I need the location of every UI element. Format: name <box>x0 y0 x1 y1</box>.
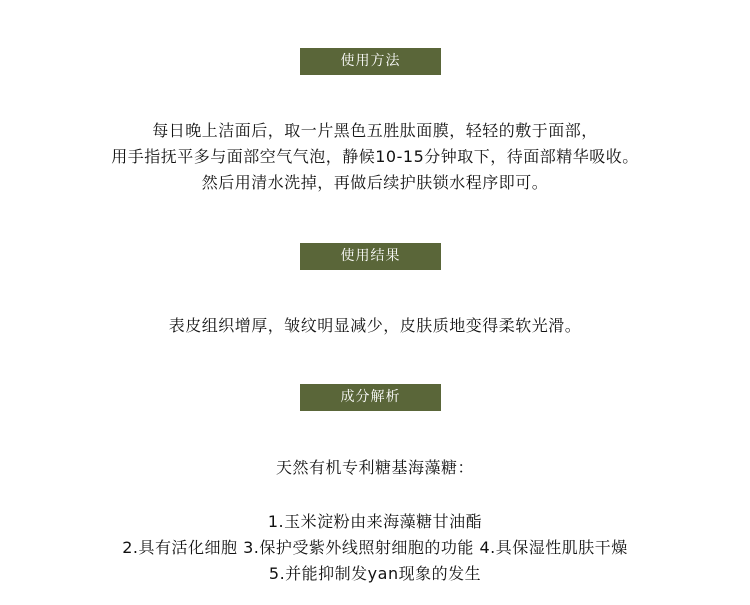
section-title-usage-method: 使用方法 <box>300 48 441 75</box>
usage-method-text <box>0 118 750 196</box>
ingredient-item-5: 5.并能抑制发yan现象的发生 <box>268 564 482 583</box>
ingredient-item-1: 1.玉米淀粉由来海藻糖甘油酯 <box>267 512 483 531</box>
usage-result-line-1: 表皮组织增厚，皱纹明显减少，皮肤质地变得柔软光滑。 <box>168 316 582 335</box>
usage-result-text <box>0 313 750 339</box>
ingredient-items-2-4: 2.具有活化细胞 3.保护受紫外线照射细胞的功能 4.具保湿性肌肤干燥 <box>122 538 628 557</box>
usage-method-line-2: 用手指抚平多与面部空气气泡，静候10-15分钟取下，待面部精华吸收。 <box>111 147 639 166</box>
section-title-ingredient-analysis: 成分解析 <box>300 384 441 411</box>
usage-method-line-1: 每日晚上洁面后，取一片黑色五胜肽面膜，轻轻的敷于面部， <box>152 121 598 140</box>
section-title-usage-result: 使用结果 <box>300 243 441 270</box>
ingredient-analysis-text <box>0 455 750 587</box>
ingredient-blank-line <box>0 485 750 509</box>
usage-method-line-3: 然后用清水洗掉，再做后续护肤锁水程序即可。 <box>201 173 549 192</box>
ingredient-intro-line: 天然有机专利糖基海藻糖： <box>275 458 474 477</box>
